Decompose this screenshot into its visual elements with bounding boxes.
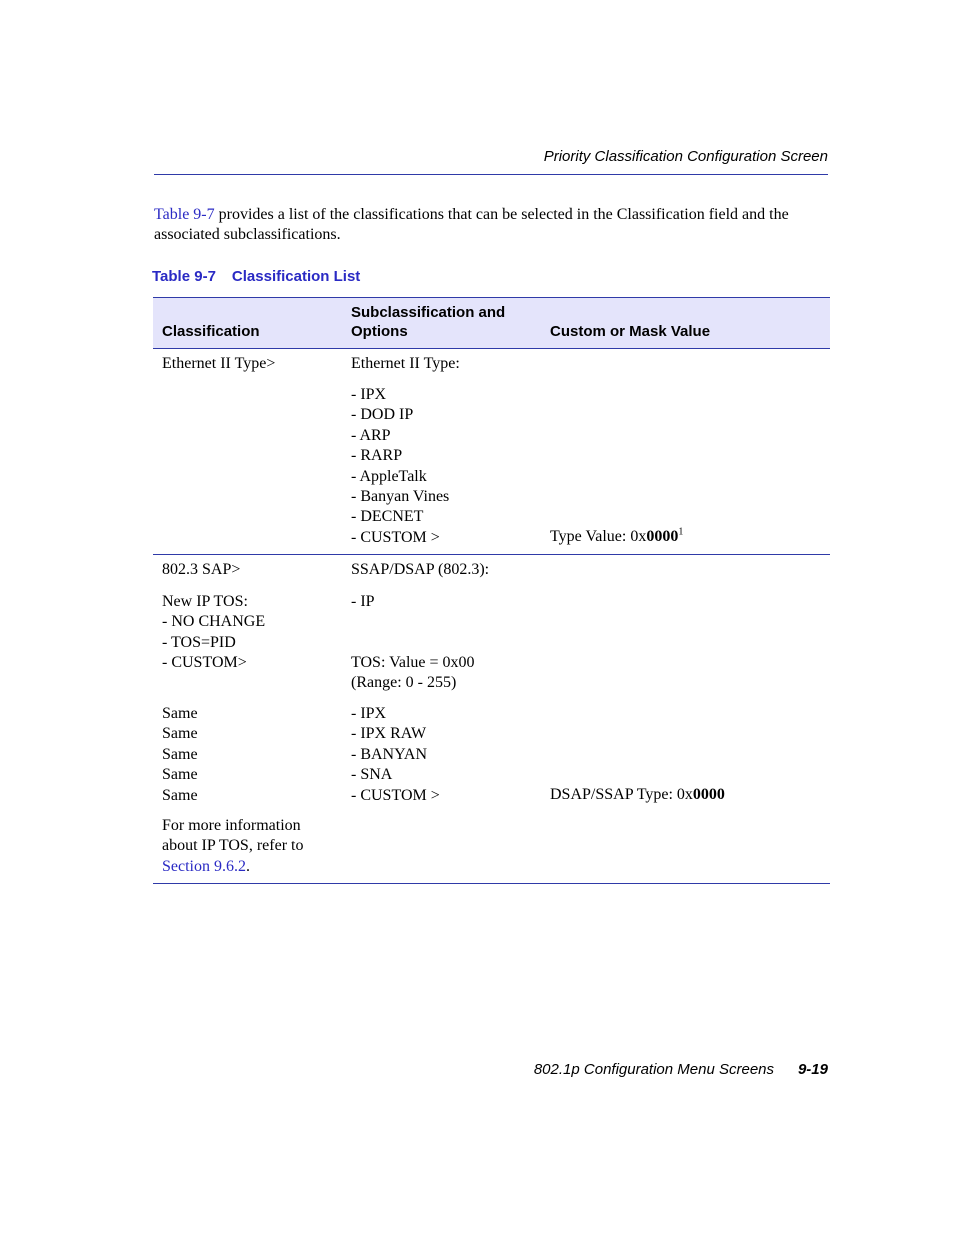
- header-subclassification-line2: Options: [351, 323, 408, 340]
- mask-prefix: DSAP/SSAP Type: 0x: [550, 786, 693, 803]
- option-item: - BANYAN: [351, 745, 427, 763]
- tos-line: New IP TOS:: [162, 593, 248, 610]
- page-number: 9-19: [797, 1061, 828, 1078]
- option-item: - AppleTalk: [351, 467, 427, 485]
- same-list: [162, 704, 198, 806]
- row1-classification: Ethernet II Type>: [162, 355, 276, 372]
- table-caption-title: Classification List: [231, 268, 361, 285]
- row1-mask-value: [550, 527, 683, 547]
- more-info-note: [162, 816, 303, 877]
- same-item: Same: [162, 705, 198, 722]
- header-rule: [154, 174, 828, 175]
- option-item: - CUSTOM >: [351, 786, 440, 804]
- row1-subclass-title: Ethernet II Type:: [351, 355, 460, 372]
- tos-value-line: (Range: 0 - 255): [351, 674, 457, 692]
- tos-line: - CUSTOM>: [162, 654, 247, 672]
- option-item: - IPX RAW: [351, 725, 427, 743]
- more-info-end: .: [246, 857, 250, 875]
- row2-mask-value: [550, 785, 725, 805]
- mask-bold-value: 0000: [646, 528, 679, 545]
- intro-paragraph: [154, 205, 834, 245]
- tos-value-info: [351, 653, 475, 694]
- header-classification: Classification: [162, 323, 260, 340]
- option-item: - ARP: [351, 426, 391, 444]
- option-item: - DOD IP: [351, 406, 414, 424]
- option-item: - RARP: [351, 447, 403, 465]
- header-subclassification: [351, 303, 505, 341]
- tos-value-line: TOS: Value = 0x00: [351, 654, 475, 671]
- row2-subclass-title: SSAP/DSAP (802.3):: [351, 561, 490, 578]
- option-item: - IPX: [351, 386, 387, 403]
- table-reference-link[interactable]: Table 9-7: [154, 206, 215, 223]
- row1-options-list: [351, 385, 449, 548]
- same-item: Same: [162, 766, 198, 784]
- intro-text: provides a list of the classifications that can be selected in the Classification field and the associated subclassifications.: [154, 206, 789, 243]
- tos-line: - TOS=PID: [162, 633, 236, 651]
- mask-prefix: Type Value: 0x: [550, 528, 647, 545]
- classification-table: [153, 297, 830, 884]
- table-header-row: [153, 298, 830, 349]
- same-item: Same: [162, 745, 198, 763]
- header-subclassification-line1: Subclassification and: [351, 304, 506, 321]
- more-info-line: For more information: [162, 817, 301, 834]
- option-item: - DECNET: [351, 508, 424, 526]
- footnote-marker: 1: [678, 526, 684, 538]
- row2-options-list: [351, 704, 440, 806]
- table-row: [153, 349, 830, 555]
- row2-ip-option: - IP: [351, 593, 375, 610]
- row2-classification: 802.3 SAP>: [162, 561, 241, 578]
- option-item: - CUSTOM >: [351, 528, 440, 546]
- table-caption: [152, 268, 360, 285]
- tos-options-list: [162, 592, 265, 674]
- mask-bold-value: 0000: [692, 786, 725, 803]
- more-info-line: about IP TOS, refer to: [162, 837, 304, 855]
- same-item: Same: [162, 725, 198, 743]
- tos-line: - NO CHANGE: [162, 613, 266, 631]
- option-item: - Banyan Vines: [351, 488, 450, 506]
- table-row: [153, 555, 830, 883]
- option-item: - IPX: [351, 705, 387, 722]
- footer-title: 802.1p Configuration Menu Screens: [533, 1061, 774, 1078]
- more-info-line: [162, 857, 303, 877]
- header-mask-value: Custom or Mask Value: [550, 323, 711, 340]
- running-header: Priority Classification Configuration Screen: [543, 148, 828, 165]
- option-item: - SNA: [351, 766, 393, 784]
- section-link[interactable]: Section 9.6.2: [162, 857, 246, 875]
- table-caption-number: Table 9-7: [152, 268, 216, 285]
- same-item: Same: [162, 786, 198, 804]
